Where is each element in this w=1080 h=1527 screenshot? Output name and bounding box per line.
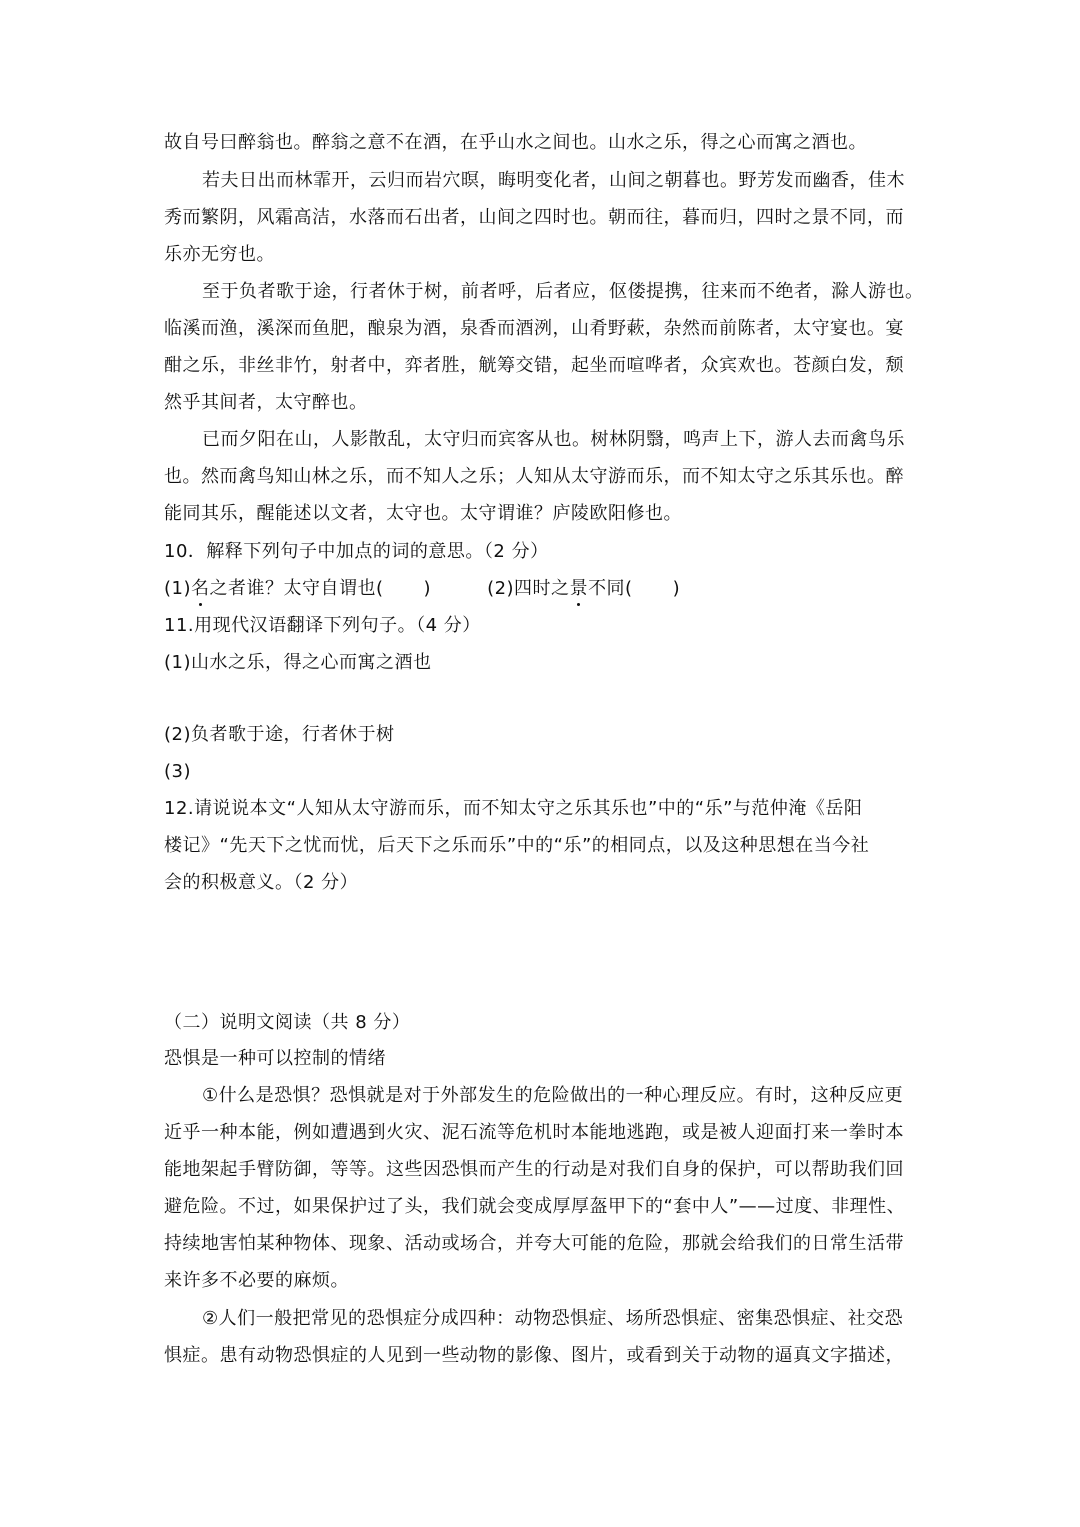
passage-line: 酣之乐，非丝非竹，射者中，弈者胜，觥筹交错，起坐而喧哗者，众宾欢也。苍颜白发，颓 [164, 355, 904, 376]
article-line: 来许多不必要的麻烦。 [164, 1270, 349, 1291]
article-line: 近乎一种本能，例如遭遇到火灾、泥石流等危机时本能地逃跑，或是被人迎面打来一拳时本 [164, 1122, 904, 1143]
q11-item-2: (2)负者歌于途，行者休于树 [164, 724, 395, 745]
q10-item2-close: ) [672, 578, 681, 599]
question-12-line: 会的积极意义。（2 分） [164, 872, 359, 893]
article-line: 惧症。患有动物恐惧症的人见到一些动物的影像、图片，或看到关于动物的逼真文字描述， [164, 1345, 904, 1366]
section-heading: （二）说明文阅读（共 8 分） [164, 1012, 411, 1033]
passage-line: 至于负者歌于途，行者休于树，前者呼，后者应，伛偻提携，往来而不绝者，滁人游也。 [202, 281, 924, 302]
q11-item-3: (3) [164, 761, 191, 782]
q11-item-1: (1)山水之乐，得之心而寓之酒也 [164, 652, 432, 673]
passage-line: 临溪而渔，溪深而鱼肥，酿泉为酒，泉香而酒洌，山肴野蔌，杂然而前陈者，太守宴也。宴 [164, 318, 904, 339]
question-11-stem: 11.用现代汉语翻译下列句子。（4 分） [164, 615, 481, 636]
passage-line: 乐亦无穷也。 [164, 244, 275, 265]
question-12-line: 楼记》“先天下之忧而忧，后天下之乐而乐”中的“乐”的相同点，以及这种思想在当今社 [164, 835, 870, 856]
q10-item1-number: (1) [164, 578, 191, 599]
question-10-items [164, 577, 924, 601]
passage-line: 若夫日出而林霏开，云归而岩穴暝，晦明变化者，山间之朝暮也。野芳发而幽香，佳木 [202, 170, 905, 191]
passage-line: 能同其乐，醒能述以文者，太守也。太守谓谁？庐陵欧阳修也。 [164, 503, 682, 524]
question-12-line: 12.请说说本文“人知从太守游而乐，而不知太守之乐其乐也”中的“乐”与范仲淹《岳阳 [164, 798, 863, 819]
article-line: 能地架起手臂防御，等等。这些因恐惧而产生的行动是对我们自身的保护，可以帮助我们回 [164, 1159, 904, 1180]
q10-item2-text: (2)四时之 [487, 578, 570, 599]
article-line: ②人们一般把常见的恐惧症分成四种：动物恐惧症、场所恐惧症、密集恐惧症、社交恐 [202, 1308, 904, 1329]
q10-item2-text-rest: 不同( [588, 578, 633, 599]
q10-item1-close: ) [423, 578, 432, 599]
article-line: ①什么是恐惧？恐惧就是对于外部发生的危险做出的一种心理反应。有时，这种反应更 [202, 1085, 904, 1106]
article-title: 恐惧是一种可以控制的情绪 [164, 1048, 386, 1069]
passage-line: 也。然而禽鸟知山林之乐，而不知人之乐；人知从太守游而乐，而不知太守之乐其乐也。醉 [164, 466, 904, 487]
q10-item1-dotted-word: 名 [191, 578, 210, 599]
article-line: 持续地害怕某种物体、现象、活动或场合，并夸大可能的危险，那就会给我们的日常生活带 [164, 1233, 904, 1254]
passage-line: 秀而繁阴，风霜高洁，水落而石出者，山间之四时也。朝而往，暮而归，四时之景不同，而 [164, 207, 904, 228]
q10-item2-dotted-word: 景 [569, 578, 589, 599]
passage-line: 然乎其间者，太守醉也。 [164, 392, 368, 413]
passage-line: 已而夕阳在山，人影散乱，太守归而宾客从也。树林阴翳，鸣声上下，游人去而禽鸟乐 [202, 429, 905, 450]
article-line: 避危险。不过，如果保护过了头，我们就会变成厚厚盔甲下的“套中人”——过度、非理性、 [164, 1196, 906, 1217]
question-10-stem: 10．解释下列句子中加点的词的意思。（2 分） [164, 541, 549, 562]
passage-line: 故自号曰醉翁也。醉翁之意不在酒，在乎山水之间也。山水之乐，得之心而寓之酒也。 [164, 132, 867, 153]
q10-item1-text: 之者谁？太守自谓也( [209, 578, 384, 599]
